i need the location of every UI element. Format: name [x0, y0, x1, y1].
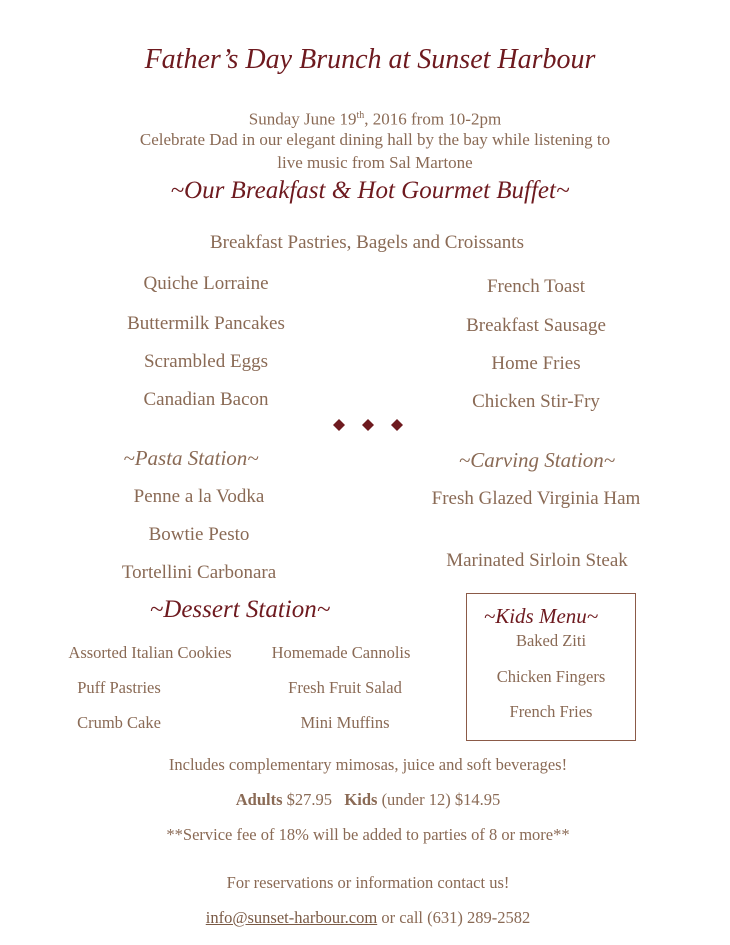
pasta-item: Bowtie Pesto	[148, 524, 250, 545]
buffet-heading: ~Our Breakfast & Hot Gourmet Buffet~	[170, 177, 570, 204]
diamond-icon	[391, 419, 403, 431]
contact-details	[0, 908, 730, 928]
dessert-item: Homemade Cannolis	[271, 643, 411, 662]
carving-station-heading: ~Carving Station~	[458, 448, 616, 472]
pricing-line	[0, 790, 730, 810]
intro-line-2: live music from Sal Martone	[277, 153, 473, 172]
date-suffix-sup: th	[356, 110, 365, 121]
includes-line: Includes complementary mimosas, juice and soft beverages!	[168, 755, 568, 774]
page-title: Father’s Day Brunch at Sunset Harbour	[144, 44, 596, 75]
buffet-right-item: Chicken Stir-Fry	[472, 391, 600, 412]
dessert-item: Mini Muffins	[300, 713, 390, 732]
dessert-item: Assorted Italian Cookies	[68, 643, 232, 662]
kids-label: Kids	[344, 790, 378, 809]
buffet-left-item: Scrambled Eggs	[143, 351, 268, 372]
kids-note: (under 12)	[381, 790, 451, 809]
buffet-right-item: Home Fries	[491, 353, 581, 374]
buffet-left-item: Quiche Lorraine	[143, 273, 269, 294]
kids-price: $14.95	[454, 790, 501, 809]
diamond-icon	[362, 419, 374, 431]
kids-item: French Fries	[509, 702, 593, 721]
service-fee-note: **Service fee of 18% will be added to parties of 8 or more**	[166, 825, 570, 844]
pasta-item: Tortellini Carbonara	[121, 562, 277, 583]
adults-price: $27.95	[286, 790, 333, 809]
date-suffix: , 2016 from 10-2pm	[364, 109, 502, 129]
email-link[interactable]: info@sunset-harbour.com	[205, 908, 378, 927]
pasta-item: Penne a la Vodka	[133, 486, 265, 507]
diamond-divider	[330, 417, 410, 433]
phone-line: or call (631) 289-2582	[381, 908, 531, 927]
dessert-station-heading: ~Dessert Station~	[149, 596, 331, 623]
intro-line-1: Celebrate Dad in our elegant dining hall by the bay while listening to	[139, 130, 611, 149]
dessert-item: Crumb Cake	[77, 713, 161, 732]
kids-item: Chicken Fingers	[496, 667, 606, 686]
buffet-right-item: Breakfast Sausage	[466, 315, 606, 336]
adults-label: Adults	[235, 790, 283, 809]
pastries-line: Breakfast Pastries, Bagels and Croissants	[210, 232, 524, 253]
pasta-station-heading: ~Pasta Station~	[123, 446, 259, 470]
carving-item: Fresh Glazed Virginia Ham	[431, 488, 641, 509]
event-date	[0, 104, 730, 131]
date-prefix: Sunday June 19	[248, 109, 357, 129]
buffet-left-item: Buttermilk Pancakes	[127, 313, 285, 334]
dessert-item: Puff Pastries	[77, 678, 161, 697]
dessert-item: Fresh Fruit Salad	[288, 678, 402, 697]
diamond-icon	[333, 419, 345, 431]
contact-line: For reservations or information contact us!	[226, 873, 510, 892]
buffet-right-item: French Toast	[486, 276, 586, 297]
buffet-left-item: Canadian Bacon	[143, 389, 269, 410]
kids-menu-heading: ~Kids Menu~	[483, 604, 599, 628]
carving-item: Marinated Sirloin Steak	[446, 550, 628, 571]
kids-item: Baked Ziti	[515, 631, 587, 650]
